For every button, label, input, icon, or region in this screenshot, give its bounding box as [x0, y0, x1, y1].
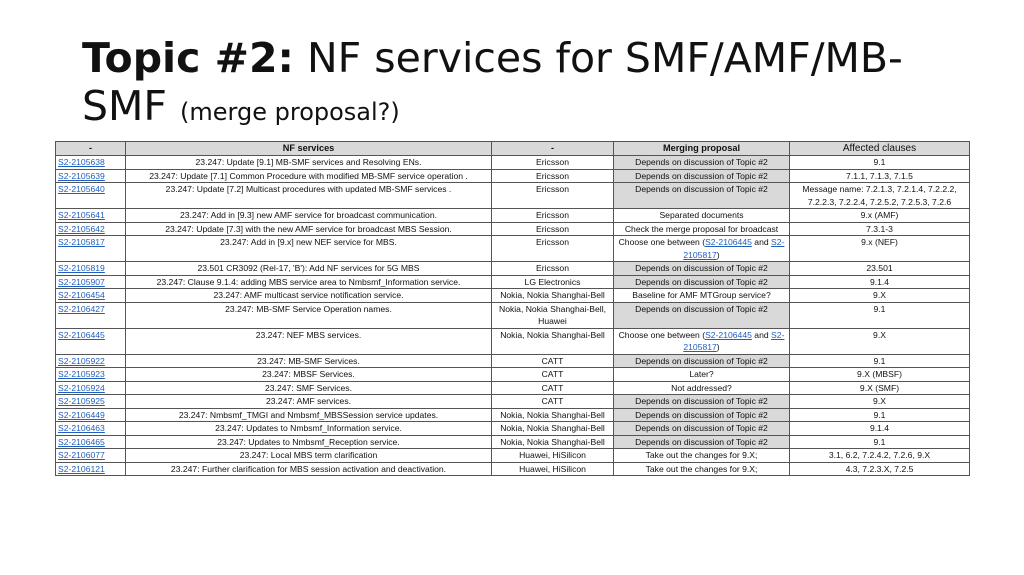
- source-cell: Nokia, Nokia Shanghai-Bell: [492, 289, 614, 303]
- table-row: [56, 449, 970, 463]
- doc-link[interactable]: S2-2105907: [56, 275, 126, 289]
- merge-proposal-cell: Check the merge proposal for broadcast: [614, 222, 790, 236]
- affected-clauses-cell: 9.x (NEF): [790, 236, 970, 262]
- doc-link[interactable]: S2-2106463: [56, 422, 126, 436]
- merge-proposal-cell: [614, 328, 790, 354]
- title-bold: Topic #2:: [82, 34, 294, 82]
- header-nf-services: NF services: [126, 142, 492, 156]
- source-cell: Nokia, Nokia Shanghai-Bell, Huawei: [492, 302, 614, 328]
- merge-proposal-cell: Baseline for AMF MTGroup service?: [614, 289, 790, 303]
- merge-proposal-cell: Depends on discussion of Topic #2: [614, 435, 790, 449]
- nf-service-cell: 23.247: Update [7.3] with the new AMF service for broadcast MBS Session.: [126, 222, 492, 236]
- merge-proposal-cell: Depends on discussion of Topic #2: [614, 169, 790, 183]
- table-row: [56, 462, 970, 476]
- table-row: [56, 302, 970, 328]
- title-main: NF services for SMF/AMF/MB-SMF: [82, 34, 903, 130]
- affected-clauses-cell: 9.X: [790, 289, 970, 303]
- merge-proposal-cell: Separated documents: [614, 209, 790, 223]
- doc-link[interactable]: S2-2105640: [56, 183, 126, 209]
- affected-clauses-cell: 9.X (MBSF): [790, 368, 970, 382]
- source-cell: CATT: [492, 368, 614, 382]
- nf-service-cell: 23.501 CR3092 (Rel-17, 'B'): Add NF services for 5G MBS: [126, 262, 492, 276]
- affected-clauses-cell: 23.501: [790, 262, 970, 276]
- affected-clauses-cell: 9.X (SMF): [790, 381, 970, 395]
- nf-service-cell: 23.247: Updates to Nmbsmf_Information service.: [126, 422, 492, 436]
- title-subtitle: (merge proposal?): [180, 98, 400, 126]
- source-cell: LG Electronics: [492, 275, 614, 289]
- doc-link[interactable]: S2-2105925: [56, 395, 126, 409]
- table-row: [56, 275, 970, 289]
- nf-service-cell: 23.247: MBSF Services.: [126, 368, 492, 382]
- merge-text: ): [716, 249, 720, 260]
- source-cell: CATT: [492, 395, 614, 409]
- nf-service-cell: 23.247: Add in [9.3] new AMF service for broadcast communication.: [126, 209, 492, 223]
- merge-proposal-cell: Take out the changes for 9.X;: [614, 449, 790, 463]
- doc-link[interactable]: S2-2106465: [56, 435, 126, 449]
- nf-service-cell: 23.247: Clause 9.1.4: adding MBS service area to Nmbsmf_Information service.: [126, 275, 492, 289]
- source-cell: Ericsson: [492, 169, 614, 183]
- nf-service-cell: 23.247: Update [7.1] Common Procedure with modified MB-SMF service operation .: [126, 169, 492, 183]
- header-source: -: [492, 142, 614, 156]
- doc-link[interactable]: S2-2106121: [56, 462, 126, 476]
- table-row: [56, 289, 970, 303]
- source-cell: Ericsson: [492, 222, 614, 236]
- header-merging-proposal: Merging proposal: [614, 142, 790, 156]
- merge-proposal-cell: Depends on discussion of Topic #2: [614, 302, 790, 328]
- table-row: [56, 435, 970, 449]
- affected-clauses-cell: 9.1: [790, 435, 970, 449]
- source-cell: Ericsson: [492, 183, 614, 209]
- doc-link[interactable]: S2-2105922: [56, 354, 126, 368]
- affected-clauses-cell: 9.1: [790, 302, 970, 328]
- table-row: [56, 368, 970, 382]
- affected-clauses-cell: 9.1: [790, 156, 970, 170]
- merge-proposal-cell: Depends on discussion of Topic #2: [614, 395, 790, 409]
- source-cell: Huawei, HiSilicon: [492, 449, 614, 463]
- source-cell: Ericsson: [492, 262, 614, 276]
- affected-clauses-cell: 9.1: [790, 408, 970, 422]
- doc-link[interactable]: S2-2105638: [56, 156, 126, 170]
- merge-text: Choose one between (: [618, 329, 706, 340]
- table-row: [56, 328, 970, 354]
- merge-proposal-cell: Depends on discussion of Topic #2: [614, 422, 790, 436]
- doc-link[interactable]: S2-2106077: [56, 449, 126, 463]
- affected-clauses-cell: 7.1.1, 7.1.3, 7.1.5: [790, 169, 970, 183]
- table-row: [56, 354, 970, 368]
- table-row: [56, 262, 970, 276]
- merge-proposal-cell: Depends on discussion of Topic #2: [614, 183, 790, 209]
- nf-service-cell: 23.247: AMF services.: [126, 395, 492, 409]
- merge-proposal-cell: Later?: [614, 368, 790, 382]
- table-header-row: [56, 142, 970, 156]
- nf-service-cell: 23.247: NEF MBS services.: [126, 328, 492, 354]
- merge-proposal-cell: Depends on discussion of Topic #2: [614, 275, 790, 289]
- affected-clauses-cell: 9.X: [790, 328, 970, 354]
- header-doc: -: [56, 142, 126, 156]
- affected-clauses-cell: 9.x (AMF): [790, 209, 970, 223]
- source-cell: Ericsson: [492, 209, 614, 223]
- merge-proposal-cell: Depends on discussion of Topic #2: [614, 156, 790, 170]
- nf-service-cell: 23.247: Updates to Nmbsmf_Reception service.: [126, 435, 492, 449]
- header-affected-clauses: Affected clauses: [790, 142, 970, 156]
- table-row: [56, 156, 970, 170]
- merge-text: and: [751, 329, 772, 340]
- affected-clauses-cell: 7.3.1-3: [790, 222, 970, 236]
- merge-text: Choose one between (: [618, 237, 706, 247]
- doc-link[interactable]: S2-2105923: [56, 368, 126, 382]
- source-cell: Nokia, Nokia Shanghai-Bell: [492, 435, 614, 449]
- affected-clauses-cell: 9.1: [790, 354, 970, 368]
- merge-proposal-cell: Not addressed?: [614, 381, 790, 395]
- source-cell: CATT: [492, 354, 614, 368]
- table-row: [56, 209, 970, 223]
- doc-link[interactable]: S2-2106454: [56, 289, 126, 303]
- affected-clauses-cell: 4.3, 7.2.3.X, 7.2.5: [790, 462, 970, 476]
- nf-service-cell: 23.247: Local MBS term clarification: [126, 449, 492, 463]
- source-cell: Nokia, Nokia Shanghai-Bell: [492, 328, 614, 354]
- merge-proposal-cell: Depends on discussion of Topic #2: [614, 262, 790, 276]
- affected-clauses-cell: 9.X: [790, 395, 970, 409]
- nf-service-cell: 23.247: Update [7.2] Multicast procedures with updated MB-SMF services .: [126, 183, 492, 209]
- merge-text: ): [716, 342, 720, 352]
- affected-clauses-cell: 9.1.4: [790, 422, 970, 436]
- doc-link[interactable]: S2-2106427: [56, 302, 126, 328]
- affected-clauses-cell: Message name: 7.2.1.3, 7.2.1.4, 7.2.2.2, 7.2.2.3, 7.2.2.4, 7.2.5.2, 7.2.5.3, 7.2.6: [790, 183, 970, 209]
- doc-link[interactable]: S2-2105924: [56, 381, 126, 395]
- table-body: [56, 156, 970, 476]
- merge-proposal-cell: Take out the changes for 9.X;: [614, 462, 790, 476]
- source-cell: Ericsson: [492, 236, 614, 262]
- source-cell: Huawei, HiSilicon: [492, 462, 614, 476]
- doc-link[interactable]: S2-2106445: [56, 328, 126, 354]
- doc-link[interactable]: S2-2105817: [56, 236, 126, 262]
- nf-service-cell: 23.247: Add in [9.x] new NEF service for MBS.: [126, 236, 492, 262]
- table-row: [56, 395, 970, 409]
- merge-proposal-cell: Depends on discussion of Topic #2: [614, 408, 790, 422]
- doc-link[interactable]: S2-2106449: [56, 408, 126, 422]
- doc-link[interactable]: S2-2105641: [56, 209, 126, 223]
- merge-link[interactable]: S2-2106445: [705, 237, 752, 247]
- table-row: [56, 169, 970, 183]
- table-row: [56, 422, 970, 436]
- doc-link[interactable]: S2-2105819: [56, 262, 126, 276]
- table-row: [56, 381, 970, 395]
- nf-service-cell: 23.247: Further clarification for MBS session activation and deactivation.: [126, 462, 492, 476]
- source-cell: Nokia, Nokia Shanghai-Bell: [492, 408, 614, 422]
- nf-service-cell: 23.247: MB-SMF Service Operation names.: [126, 302, 492, 328]
- table-row: [56, 236, 970, 262]
- topic-table: [55, 141, 970, 476]
- nf-service-cell: 23.247: MB-SMF Services.: [126, 354, 492, 368]
- nf-service-cell: 23.247: AMF multicast service notification service.: [126, 289, 492, 303]
- doc-link[interactable]: S2-2105639: [56, 169, 126, 183]
- merge-proposal-cell: Depends on discussion of Topic #2: [614, 354, 790, 368]
- merge-text: and: [751, 237, 772, 247]
- merge-link[interactable]: S2-2105817: [683, 237, 785, 260]
- slide-title: [82, 34, 982, 136]
- nf-service-cell: 23.247: Nmbsmf_TMGI and Nmbsmf_MBSSession service updates.: [126, 408, 492, 422]
- table-row: [56, 222, 970, 236]
- merge-link[interactable]: S2-2106445: [705, 329, 752, 340]
- affected-clauses-cell: 9.1.4: [790, 275, 970, 289]
- table-row: [56, 408, 970, 422]
- table-row: [56, 183, 970, 209]
- doc-link[interactable]: S2-2105642: [56, 222, 126, 236]
- source-cell: CATT: [492, 381, 614, 395]
- nf-service-cell: 23.247: SMF Services.: [126, 381, 492, 395]
- merge-proposal-cell: [614, 236, 790, 262]
- source-cell: Nokia, Nokia Shanghai-Bell: [492, 422, 614, 436]
- affected-clauses-cell: 3.1, 6.2, 7.2.4.2, 7.2.6, 9.X: [790, 449, 970, 463]
- source-cell: Ericsson: [492, 156, 614, 170]
- merge-link[interactable]: S2-2105817: [683, 329, 785, 352]
- nf-service-cell: 23.247: Update [9.1] MB-SMF services and Resolving ENs.: [126, 156, 492, 170]
